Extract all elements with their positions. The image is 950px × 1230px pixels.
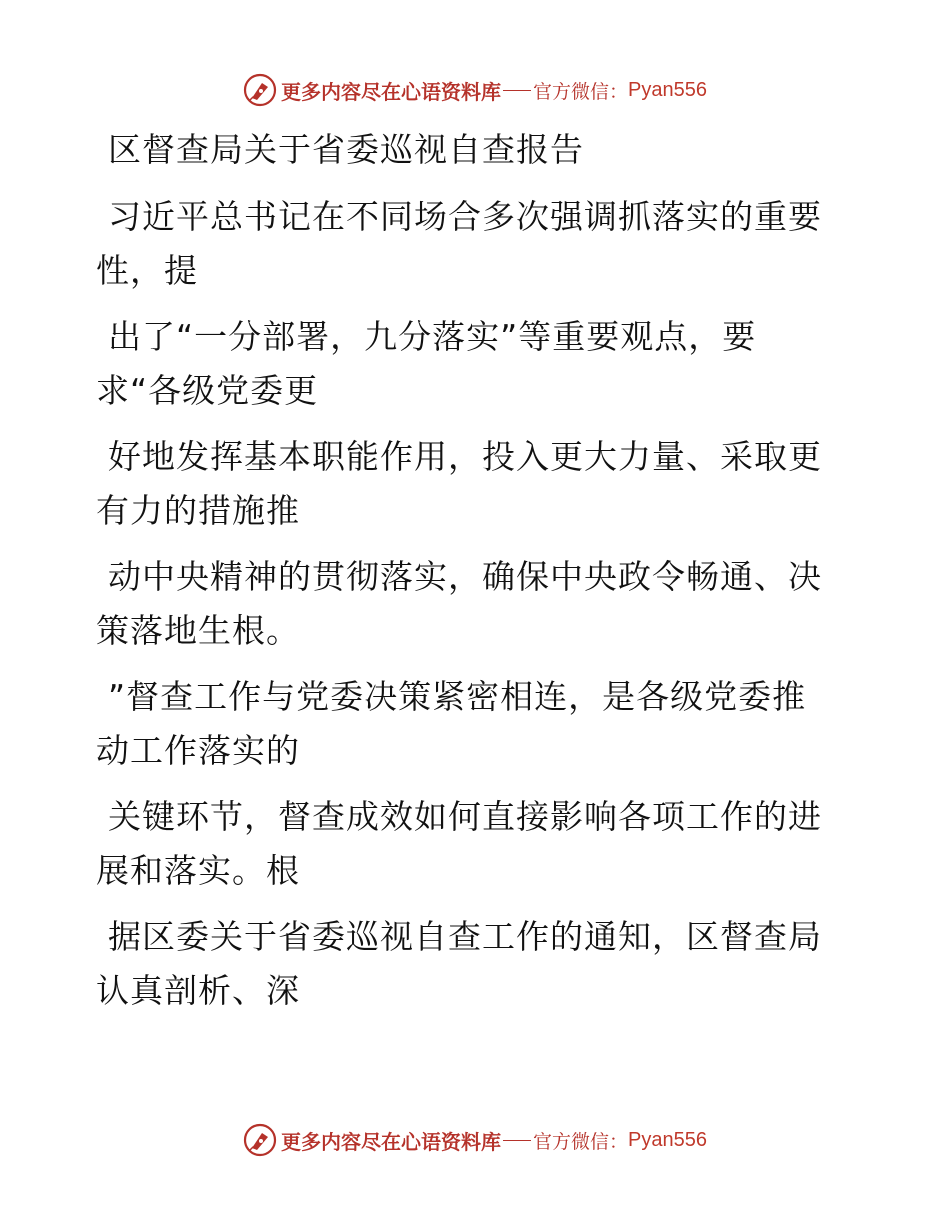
paragraph-line: 出了“一分部署，九分落实”等重要观点，要 (108, 317, 757, 356)
banner-divider (503, 1140, 531, 1141)
paragraph-line: 据区委关于省委巡视自查工作的通知，区督查局 (108, 917, 822, 956)
banner-wechat-id: Pyan556 (628, 1128, 707, 1151)
document-body (96, 122, 836, 1018)
footer-banner (0, 1120, 950, 1160)
banner-divider (503, 90, 531, 91)
paragraph-line: 有力的措施推 (96, 491, 300, 530)
paragraph-line: ”督查工作与党委决策紧密相连，是各级党委推 (108, 677, 807, 716)
paragraph-line: 认真剖析、深 (96, 971, 300, 1010)
banner-wechat-label: 官方微信： (533, 1130, 629, 1153)
pen-nib-logo-icon (243, 1123, 277, 1157)
banner-wechat-id: Pyan556 (628, 78, 707, 101)
banner-slogan: 更多内容尽在心语资料库 (281, 79, 501, 104)
paragraph-line: 关键环节，督查成效如何直接影响各项工作的进 (108, 797, 822, 836)
paragraph-line: 动中央精神的贯彻落实，确保中央政令畅通、决 (108, 557, 822, 596)
paragraph-line: 策落地生根。 (96, 611, 300, 650)
paragraph-line: 性，提 (96, 251, 198, 290)
pen-nib-logo-icon (243, 73, 277, 107)
document-title: 区督查局关于省委巡视自查报告 (108, 130, 584, 169)
paragraph-line: 求“各级党委更 (96, 371, 319, 410)
header-banner (0, 70, 950, 110)
paragraph-line: 动工作落实的 (96, 731, 300, 770)
paragraph-line: 习近平总书记在不同场合多次强调抓落实的重要 (108, 197, 822, 236)
banner-wechat-label: 官方微信： (533, 80, 629, 103)
banner-slogan: 更多内容尽在心语资料库 (281, 1129, 501, 1154)
paragraph-line: 展和落实。根 (96, 851, 300, 890)
paragraph-line: 好地发挥基本职能作用，投入更大力量、采取更 (108, 437, 822, 476)
